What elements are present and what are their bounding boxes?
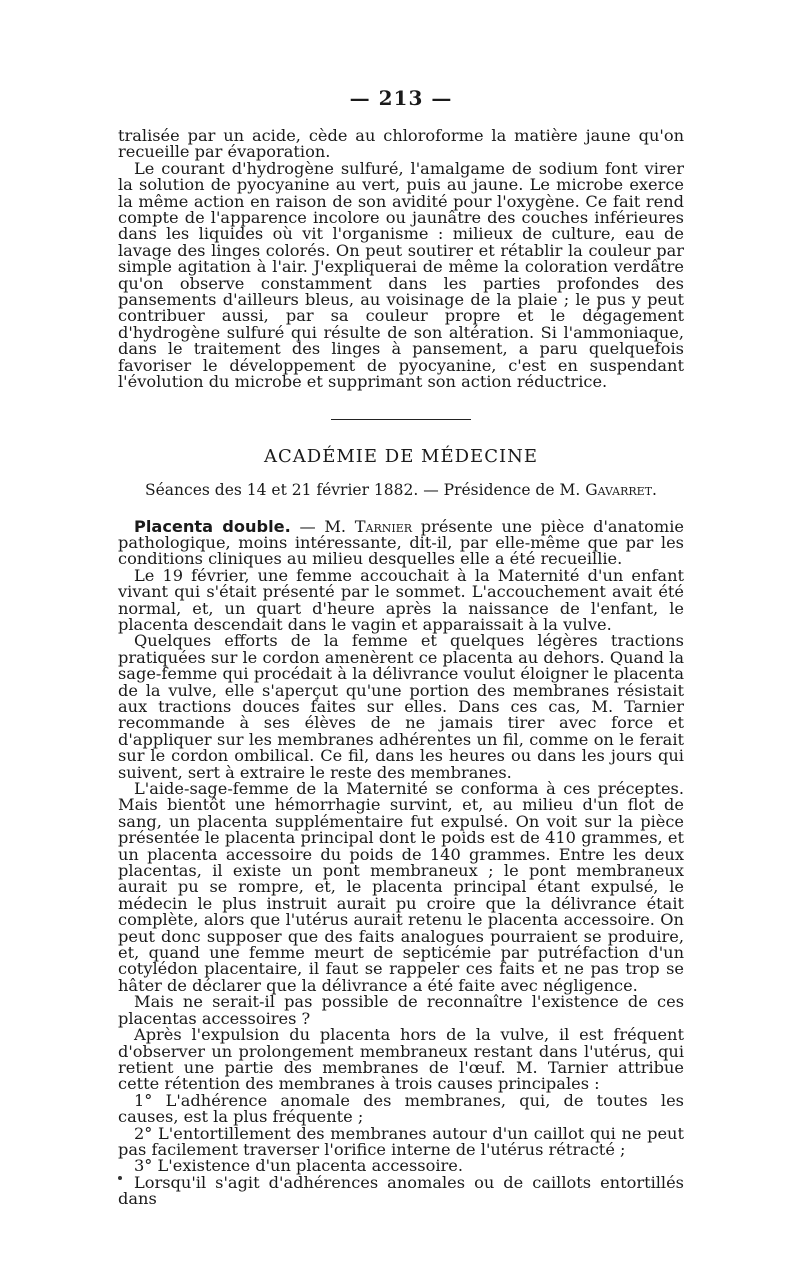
article-body: [118, 516, 684, 1209]
article-title: Placenta double.: [134, 516, 291, 536]
closing-line: Lorsqu'il s'agit d'adhérences anomales ou de caillots entortillés dans: [118, 1172, 684, 1209]
article-lead: [118, 516, 684, 569]
article-paragraph-5: Après l'expulsion du placenta hors de la vulve, il est fréquent d'observer un prolongement membraneux restant dans l'utérus, qui retient une partie des membranes de l'œuf. M. Tarnier attribue cette rétention des membranes à trois causes principales :: [118, 1025, 684, 1094]
intro-paragraph-2: Le courant d'hydrogène sulfuré, l'amalgame de sodium font virer la solution de pyocyanine au vert, puis au jaune. Le microbe exerce la même action en raison de son avidité pour l'oxygène. Ce fait rend compte de l'apparence incolore ou jaunâtre des couches inférieures dans les liquides où vit l'organisme : milieux de culture, eau de lavage des linges colorés. On peut soutirer et rétablir la couleur par simple agitation à l'air. J'expliquerai de même la coloration verdâtre qu'on observe constamment dans les parties profondes des pansements d'ailleurs bleus, au voisinage de la plaie ; le pus y peut contribuer aussi, par sa couleur propre et le dégagement d'hydrogène sulfuré qui résulte de son altération. Si l'ammoniaque, dans le traitement des linges à pansement, a paru quelquefois favoriser le développement de pyocyanine, c'est en suspendant l'évolution du microbe et supprimant son action réductrice.: [118, 158, 684, 392]
ink-dot: [118, 1176, 122, 1180]
cause-3: 3° L'existence d'un placenta accessoire.: [134, 1156, 463, 1176]
session-prefix: Séances des 14 et 21 février 1882. — Présidence de M.: [145, 480, 581, 499]
cause-1: 1° L'adhérence anomale des membranes, qui, de toutes les causes, est la plus fréquente ;: [118, 1090, 684, 1127]
article-lead-name: Tarnier: [354, 516, 413, 536]
section-divider: [331, 419, 471, 420]
article-paragraph-1: Le 19 février, une femme accouchait à la Maternité d'un enfant vivant qui s'était présenté par le sommet. L'accouchement avait été normal, et, un quart d'heure après la naissance de l'enfant, le placenta descendait dans le vagin et apparaissait à la vulve.: [118, 565, 684, 634]
session-line: [118, 481, 684, 499]
intro-paragraph-1: tralisée par un acide, cède au chloroforme la matière jaune qu'on recueille par évaporation.: [118, 126, 684, 162]
article-lead-rest: présente une pièce d'anatomie pathologique, moins intéressante, dit-il, par elle-même que par les conditions cliniques au milieu desquelles elle a été recueillie.: [118, 516, 684, 569]
session-president: Gavarret.: [585, 480, 657, 499]
article-paragraph-2: Quelques efforts de la femme et quelques légères tractions pratiquées sur le cordon amenèrent ce placenta au dehors. Quand la sage-femme qui procédait à la délivrance voulut éloigner le placenta de la vulve, elle s'aperçut qu'une portion des membranes résistait aux tractions douces faites sur elles. Dans ces cas, M. Tarnier recommande à ses élèves de ne jamais tirer avec force et d'appliquer sur les membranes adhérentes un fil, comme on le ferait sur le cordon ombilical. Ce fil, dans les heures ou dans les jours qui suivent, sert à extraire le reste des membranes.: [118, 631, 684, 782]
section-title: ACADÉMIE DE MÉDECINE: [264, 445, 538, 467]
page-number: — 213 —: [349, 86, 453, 110]
cause-2: 2° L'entortillement des membranes autour d'un caillot qui ne peut pas facilement traverser l'orifice interne de l'utérus rétracté ;: [118, 1123, 684, 1159]
article-paragraph-4: Mais ne serait-il pas possible de reconnaître l'existence de ces placentas accessoires ?: [118, 992, 684, 1028]
article-paragraph-3: L'aide-sage-femme de la Maternité se conforma à ces préceptes. Mais bientôt une hémorrhagie survint, et, au milieu d'un flot de sang, un placenta supplémentaire fut expulsé. On voit sur la pièce présentée le placenta principal dont le poids est de 410 grammes, et un placenta accessoire du poids de 140 grammes. Entre les deux placentas, il existe un pont membraneux ; le pont membraneux aurait pu se rompre, et, le placenta principal étant expulsé, le médecin le plus instruit aurait pu croire que la délivrance était complète, alors que l'utérus aurait retenu le placenta accessoire. On peut donc supposer que des faits analogues pourraient se produire, et, quand une femme meurt de septicémie par putréfaction d'un cotylédon placentaire, il faut se rappeler ces faits et ne pas trop se hâter de déclarer que la délivrance a été faite avec négligence.: [118, 779, 684, 995]
intro-text: [118, 128, 684, 391]
document-page: [118, 86, 684, 1208]
article-lead-prefix: — M.: [299, 516, 347, 536]
